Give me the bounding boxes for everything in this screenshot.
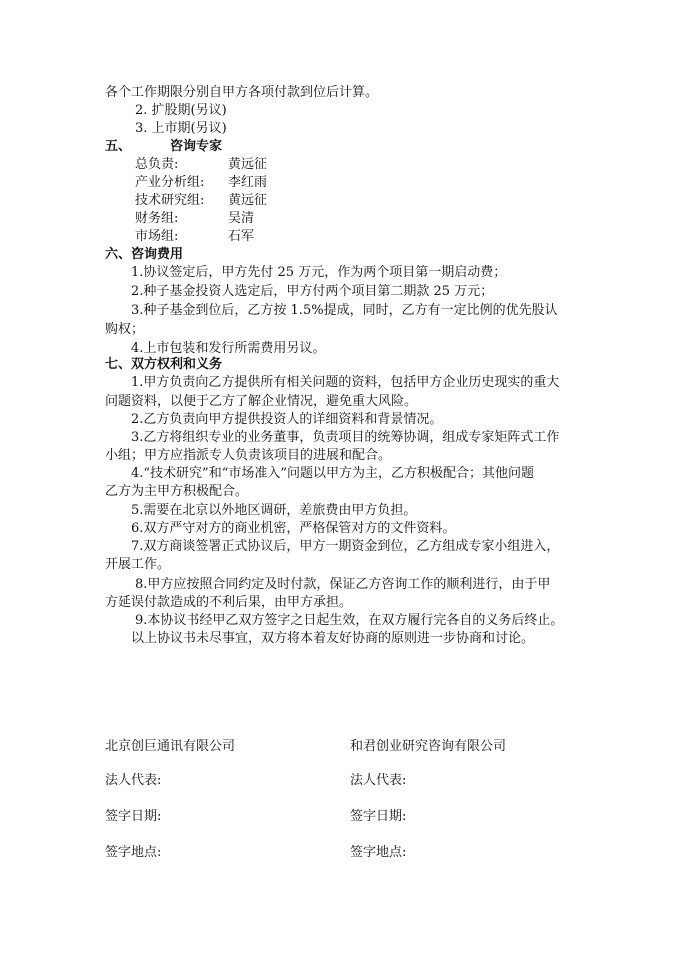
phase-line: 2. 扩股期(另议) <box>135 103 227 118</box>
intro-line: 各个工作期限分别自甲方各项付款到位后计算。 <box>105 85 379 100</box>
section7-line: 6.双方严守对方的商业机密，严格保管对方的文件资料。 <box>131 521 456 536</box>
section7-title: 七、双方权利和义务 <box>105 357 223 372</box>
section6-line: 购权； <box>105 322 145 337</box>
expert-name: 石军 <box>228 229 255 244</box>
party-b-rep: 法人代表: <box>350 773 407 788</box>
section6-title: 六、咨询费用 <box>105 247 184 262</box>
party-b-place: 签字地点: <box>350 845 407 860</box>
section7-line: 小组；甲方应指派专人负责该项目的进展和配合。 <box>105 448 392 463</box>
party-a-rep: 法人代表: <box>105 773 162 788</box>
section6-line: 2.种子基金投资人选定后，甲方付两个项目第二期款 25 万元； <box>131 284 494 299</box>
section5-number: 五、 <box>105 139 132 154</box>
section7-line: 乙方为主甲方积极配合。 <box>105 484 249 499</box>
expert-name: 黄远征 <box>228 157 268 172</box>
section7-line: 以上协议书未尽事宜，双方将本着友好协商的原则进一步协商和讨论。 <box>131 631 535 646</box>
expert-name: 黄远征 <box>228 193 268 208</box>
section7-line: 3.乙方将组织专业的业务董事，负责项目的统筹协调，组成专家矩阵式工作 <box>131 430 560 445</box>
section7-line: 开展工作。 <box>105 557 171 572</box>
section7-line: 2.乙方负责向甲方提供投资人的详细资料和背景情况。 <box>131 412 443 427</box>
section7-line: 问题资料，以便于乙方了解企业情况，避免重大风险。 <box>105 394 418 409</box>
section6-line: 3.种子基金到位后，乙方按 1.5%提成，同时，乙方有一定比例的优先股认 <box>131 303 558 318</box>
expert-role: 总负责: <box>135 157 179 172</box>
phase-line: 3. 上市期(另议) <box>135 121 227 136</box>
section6-line: 4.上市包装和发行所需费用另议。 <box>131 341 326 356</box>
expert-name: 吴清 <box>228 211 255 226</box>
party-a-date: 签字日期: <box>105 809 162 824</box>
section7-line: 5.需要在北京以外地区调研，差旅费由甲方负担。 <box>131 503 417 518</box>
section6-line: 1.协议签定后，甲方先付 25 万元，作为两个项目第一期启动费； <box>131 265 507 280</box>
section7-line: 1.甲方负责向乙方提供所有相关问题的资料，包括甲方企业历史现实的重大 <box>131 375 560 390</box>
section7-line: 7.双方商谈签署正式协议后，甲方一期资金到位，乙方组成专家小组进入， <box>131 539 560 554</box>
expert-name: 李红雨 <box>228 175 268 190</box>
party-a-place: 签字地点: <box>105 845 162 860</box>
section7-line: 4.“技术研究”和“市场准入”问题以甲方为主，乙方积极配合；其他问题 <box>131 466 534 481</box>
expert-role: 技术研究组: <box>135 193 205 208</box>
party-b-date: 签字日期: <box>350 809 407 824</box>
section7-line: 方延误付款造成的不利后果，由甲方承担。 <box>105 595 353 610</box>
section7-line: 8.甲方应按照合同约定及时付款，保证乙方咨询工作的顺利进行，由于甲 <box>135 577 551 592</box>
expert-role: 财务组: <box>135 211 179 226</box>
expert-role: 市场组: <box>135 229 179 244</box>
party-b-company: 和君创业研究咨询有限公司 <box>350 739 507 754</box>
section5-title: 咨询专家 <box>170 139 223 154</box>
party-a-company: 北京创巨通讯有限公司 <box>105 739 236 754</box>
expert-role: 产业分析组: <box>135 175 205 190</box>
section7-line: 9.本协议书经甲乙双方签字之日起生效，在双方履行完各自的义务后终止。 <box>135 613 564 628</box>
